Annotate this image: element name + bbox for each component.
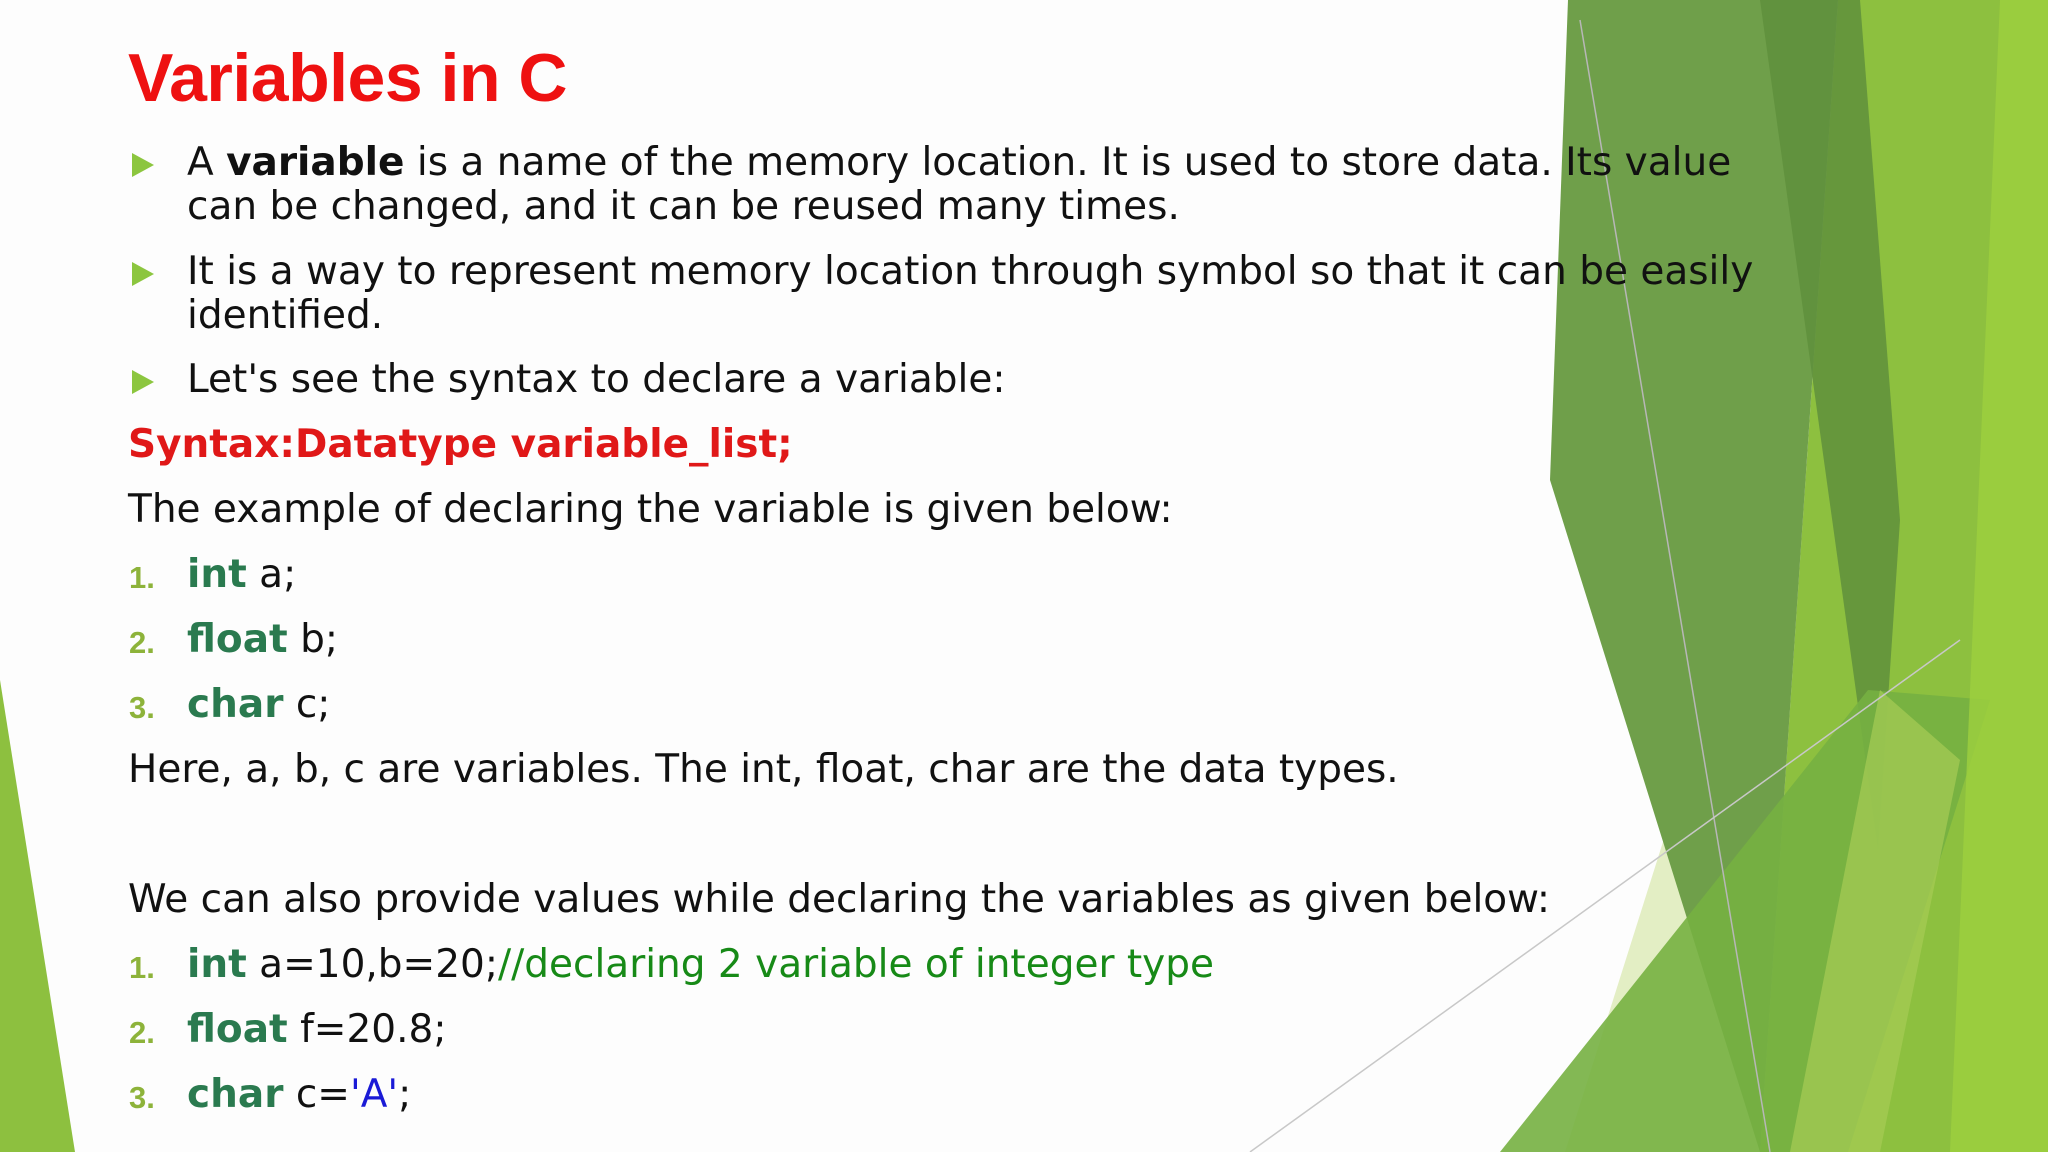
bullet-2-line-1: It is a way to represent memory location through symbol so that it can be easily xyxy=(187,249,1754,294)
code-comment: //declaring 2 variable of integer type xyxy=(497,942,1214,987)
bullet-1-text-bold: variable xyxy=(226,140,405,185)
bullet-marker xyxy=(132,262,154,286)
bullet-marker xyxy=(132,370,154,394)
initialization-number: 1. xyxy=(129,950,155,985)
code-rest: c; xyxy=(283,682,331,727)
example-intro: The example of declaring the variable is given below: xyxy=(128,487,1173,532)
bullet-1-text-pre: A xyxy=(187,140,227,185)
initialization-number: 3. xyxy=(129,1080,155,1115)
code-rest: c= xyxy=(283,1072,350,1117)
initialization-line xyxy=(187,1073,411,1117)
declaration-number: 2. xyxy=(129,625,155,660)
code-rest: f=20.8; xyxy=(287,1007,447,1052)
code-rest: a=10,b=20; xyxy=(246,942,498,987)
initialization-number: 2. xyxy=(129,1015,155,1050)
bullet-1-line-2: can be changed, and it can be reused many times. xyxy=(187,184,1180,229)
bullet-marker xyxy=(132,153,154,177)
code-keyword: int xyxy=(187,552,247,597)
bullet-3-line-1: Let's see the syntax to declare a variable: xyxy=(187,357,1006,402)
code-string: 'A' xyxy=(349,1072,399,1117)
initialization-intro: We can also provide values while declaring the variables as given below: xyxy=(128,877,1551,922)
declaration-line xyxy=(187,683,330,727)
declaration-number: 3. xyxy=(129,690,155,725)
initialization-line xyxy=(187,943,1214,987)
declaration-number: 1. xyxy=(129,560,155,595)
code-keyword: char xyxy=(187,682,284,727)
slide-title: Variables in C xyxy=(128,40,567,116)
initialization-line xyxy=(187,1008,446,1052)
code-keyword: char xyxy=(187,1072,284,1117)
code-keyword: int xyxy=(187,942,247,987)
code-keyword: float xyxy=(187,617,288,662)
bullet-1-line-1 xyxy=(187,141,1731,185)
bullet-1-text-post: is a name of the memory location. It is used to store data. Its value xyxy=(404,140,1732,185)
explanation-text: Here, a, b, c are variables. The int, float, char are the data types. xyxy=(128,747,1399,792)
syntax-line: Syntax:Datatype variable_list; xyxy=(128,422,793,467)
declaration-line xyxy=(187,553,296,597)
code-keyword: float xyxy=(187,1007,288,1052)
code-rest: a; xyxy=(246,552,297,597)
code-tail: ; xyxy=(398,1072,412,1117)
declaration-line xyxy=(187,618,338,662)
code-rest: b; xyxy=(287,617,338,662)
bullet-2-line-2: identified. xyxy=(187,293,384,338)
